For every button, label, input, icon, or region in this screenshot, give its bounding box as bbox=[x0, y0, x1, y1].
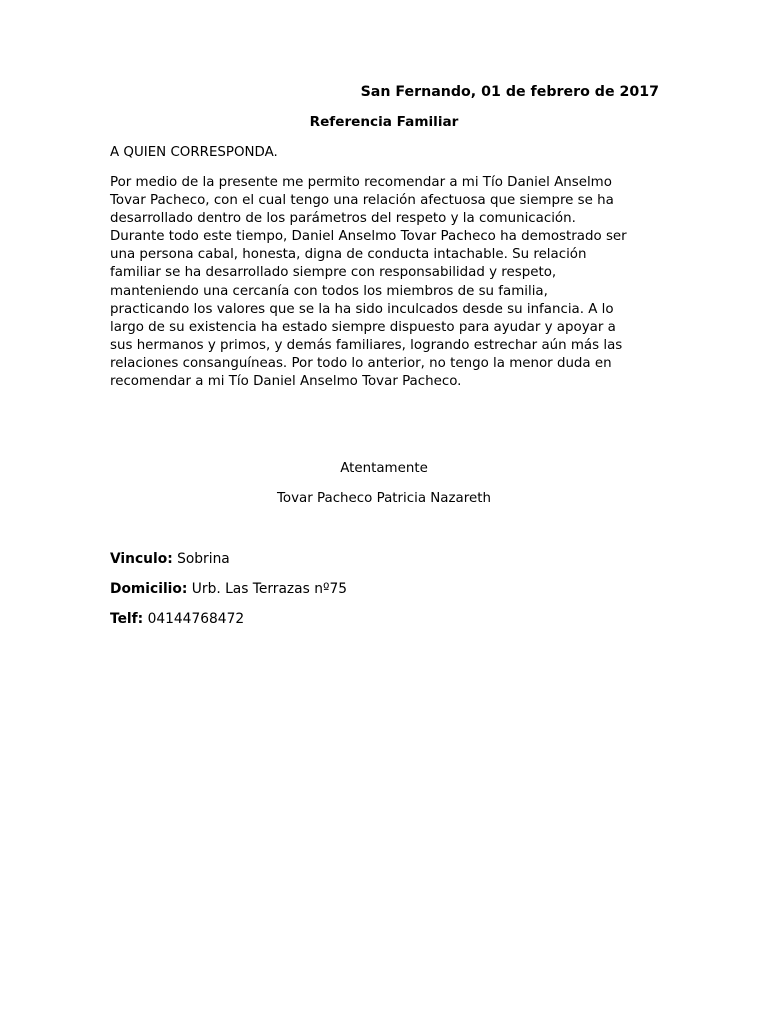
letter-title: Referencia Familiar bbox=[309, 114, 459, 130]
field-domicilio bbox=[110, 581, 347, 597]
field-telf-value: 04144768472 bbox=[143, 611, 245, 627]
field-vinculo bbox=[110, 551, 230, 567]
body-line: largo de su existencia ha estado siempre dispuesto para ayudar y apoyar a bbox=[110, 319, 616, 335]
body-line: desarrollado dentro de los parámetros del respeto y la comunicación. bbox=[110, 211, 576, 227]
signer-name: Tovar Pacheco Patricia Nazareth bbox=[277, 491, 491, 506]
body-line: recomendar a mi Tío Daniel Anselmo Tovar Pacheco. bbox=[110, 374, 462, 390]
body-line: sus hermanos y primos, y demás familiares, logrando estrechar aún más las bbox=[110, 337, 623, 353]
body-line: familiar se ha desarrollado siempre con responsabilidad y respeto, bbox=[110, 265, 557, 281]
body-line: Por medio de la presente me permito recomendar a mi Tío Daniel Anselmo bbox=[110, 175, 612, 190]
body-line: Durante todo este tiempo, Daniel Anselmo Tovar Pacheco ha demostrado ser bbox=[110, 229, 627, 245]
letter-body bbox=[110, 174, 670, 391]
field-domicilio-value: Urb. Las Terrazas nº75 bbox=[187, 581, 348, 597]
body-line: una persona cabal, honesta, digna de conducta intachable. Su relación bbox=[110, 247, 587, 263]
field-vinculo-value: Sobrina bbox=[172, 551, 230, 567]
letter-salutation: A QUIEN CORRESPONDA. bbox=[110, 145, 278, 160]
field-domicilio-label: Domicilio: bbox=[110, 581, 188, 597]
field-vinculo-label: Vinculo: bbox=[110, 551, 173, 567]
body-line: Tovar Pacheco, con el cual tengo una relación afectuosa que siempre se ha bbox=[110, 193, 614, 209]
letter-closing: Atentamente bbox=[340, 461, 428, 476]
field-telf bbox=[110, 611, 244, 627]
body-line: practicando los valores que se la ha sido inculcados desde su infancia. A lo bbox=[110, 301, 614, 317]
field-telf-label: Telf: bbox=[110, 611, 144, 627]
body-line: manteniendo una cercanía con todos los miembros de su familia, bbox=[110, 283, 548, 299]
letter-date: San Fernando, 01 de febrero de 2017 bbox=[360, 84, 659, 100]
body-line: relaciones consanguíneas. Por todo lo anterior, no tengo la menor duda en bbox=[110, 355, 612, 371]
